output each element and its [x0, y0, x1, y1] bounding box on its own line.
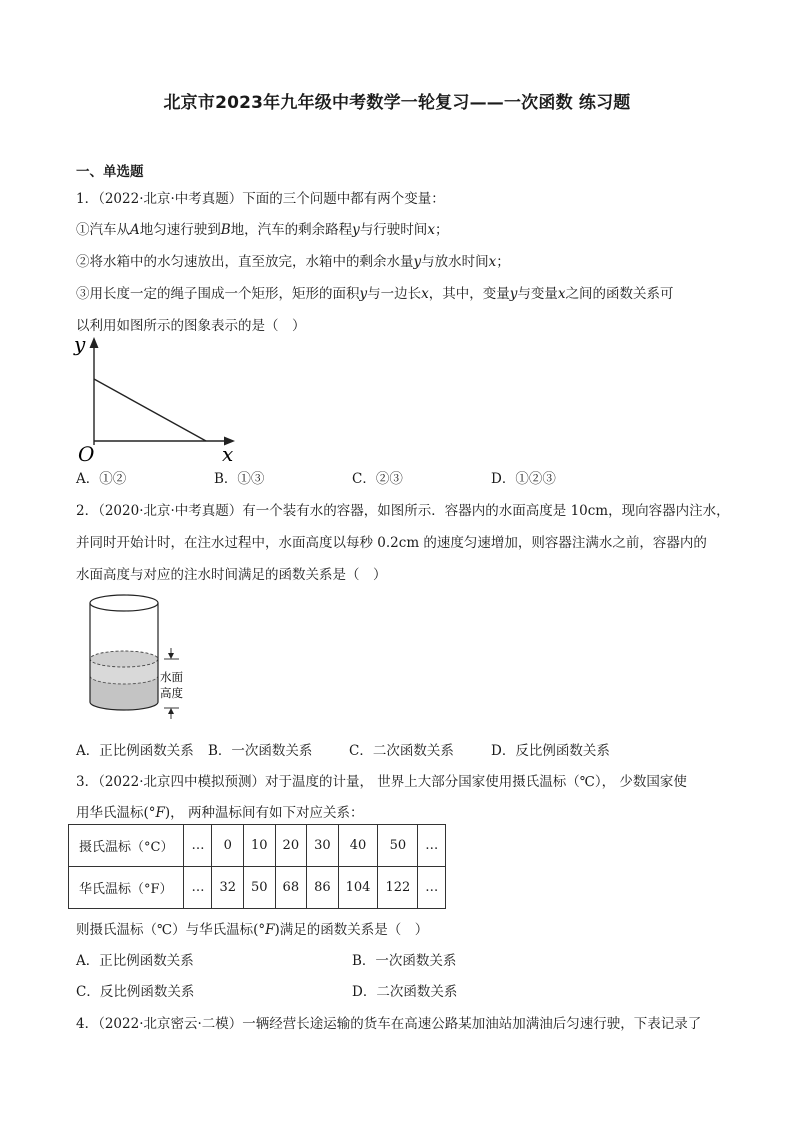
q2-figure-label-height: 高度	[160, 686, 183, 700]
q2-option-d: D．反比例函数关系	[491, 743, 610, 759]
q1-item1-var-A: A	[130, 222, 140, 238]
table-cell: …	[418, 867, 446, 909]
q1-item2-text-b: 与放水时间	[421, 254, 489, 270]
q1-item3-text-a: ③用长度一定的绳子围成一个矩形，矩形的面积	[76, 286, 360, 302]
q1-item1-text-d: 与行驶时间	[359, 222, 428, 238]
q1-item1-text-a: ①汽车从	[76, 222, 130, 238]
q1-item3-var-y2: y	[509, 286, 518, 302]
table-cell: 50	[378, 825, 418, 867]
q1-graph-line	[94, 379, 206, 441]
q3-line-2	[76, 801, 363, 821]
q2-measure-up-arrow-icon	[168, 708, 174, 714]
q1-item3-var-x: x	[421, 286, 429, 302]
q1-item-1	[76, 218, 448, 238]
q3-line-1: 3．（2022·北京四中模拟预测）对于温度的计量， 世界上大部分国家使用摄氏温标（℃）， 少数国家使	[76, 774, 687, 790]
q1-item1-text-b: 地匀速行驶到	[139, 222, 221, 238]
q3-option-a: A．正比例函数关系	[76, 953, 194, 969]
q1-item2-text-a: ②将水箱中的水匀速放出，直至放完，水箱中的剩余水量	[76, 254, 414, 270]
q1-item3-text-d: 与变量	[517, 286, 558, 302]
table-cell: 30	[307, 825, 339, 867]
table-cell: 104	[338, 867, 378, 909]
q2-option-c: C．二次函数关系	[349, 743, 454, 759]
q3-option-b: B．一次函数关系	[352, 953, 457, 969]
q1-item3-var-x2: x	[557, 286, 566, 302]
q3-temperature-table	[68, 824, 446, 909]
table-cell: 40	[338, 825, 378, 867]
section-heading: 一、单选题	[76, 164, 144, 180]
q1-item-2	[76, 250, 510, 270]
q1-option-c: C．②③	[352, 471, 403, 487]
q2-container-top-rim	[90, 595, 158, 611]
q3-line2-unit: °F	[148, 805, 165, 821]
q2-line-2: 并同时开始计时，在注水过程中，水面高度以每秒 0.2cm 的速度匀速增加，则容器注满水之前，容器内的	[76, 535, 707, 551]
table-cell: 0	[212, 825, 244, 867]
q1-item-3	[76, 282, 674, 302]
q3-line2-text-a: 用华氏温标(	[76, 805, 149, 821]
table-cell: …	[418, 825, 446, 867]
q2-line-3: 水面高度与对应的注水时间满足的函数关系是（ ）	[76, 567, 387, 583]
q3-line2-text-b: )， 两种温标间有如下对应关系：	[164, 805, 364, 821]
q1-option-b: B．①③	[214, 471, 265, 487]
q1-graph-y-arrow-icon	[90, 337, 99, 348]
q3-line3-text-a: 则摄氏温标（℃）与华氏温标(	[76, 922, 259, 938]
table-cell: 10	[244, 825, 276, 867]
q1-item2-var-x: x	[488, 254, 497, 270]
q1-item1-var-x: x	[427, 222, 435, 238]
table-row-head-celsius: 摄氏温标（°C）	[69, 825, 184, 867]
q4-line-1: 4．（2022·北京密云·二模）一辆经营长途运输的货车在高速公路某加油站加满油后匀速行驶，下表记录了	[76, 1016, 702, 1032]
table-row	[69, 825, 446, 867]
q2-figure-label-water: 水面	[160, 670, 183, 684]
q3-line-3	[76, 918, 428, 938]
q1-graph	[70, 333, 250, 465]
q1-graph-x-label: x	[222, 442, 234, 466]
q1-item3-text-c: ，其中，变量	[428, 286, 510, 302]
q3-option-c: C．反比例函数关系	[76, 984, 195, 1000]
q1-item1-var-y: y	[352, 222, 360, 238]
q1-line-4: 以利用如图所示的图象表示的是（ ）	[76, 318, 306, 334]
table-cell: 20	[275, 825, 307, 867]
q1-item3-var-y: y	[359, 286, 368, 302]
q1-item1-text-e: ；	[434, 222, 449, 238]
table-cell: 86	[307, 867, 339, 909]
q2-water-surface	[90, 651, 158, 667]
q1-option-a: A．①②	[76, 471, 127, 487]
q1-item2-var-y: y	[413, 254, 422, 270]
table-cell: 68	[275, 867, 307, 909]
table-cell: 122	[378, 867, 418, 909]
table-cell: …	[184, 825, 212, 867]
q1-item2-text-c: ；	[496, 254, 510, 270]
table-cell: …	[184, 867, 212, 909]
page-title: 北京市2023年九年级中考数学一轮复习——一次函数 练习题	[163, 93, 631, 113]
q1-item1-text-c: 地，汽车的剩余路程	[230, 222, 353, 238]
q1-graph-origin-label: O	[78, 442, 95, 466]
q2-measure-down-arrow-icon	[168, 653, 174, 659]
q3-line3-text-b: )满足的函数关系是（ ）	[274, 922, 429, 938]
q2-option-a: A．正比例函数关系	[76, 743, 194, 759]
table-row-head-fahrenheit: 华氏温标（°F）	[69, 867, 184, 909]
q1-item3-text-e: 之间的函数关系可	[565, 286, 674, 302]
q1-option-d: D．①②③	[491, 471, 556, 487]
q3-line3-unit: °F	[258, 922, 275, 938]
q2-line-1: 2．（2020·北京·中考真题）有一个装有水的容器，如图所示．容器内的水面高度是 10cm，现向容器内注水，	[76, 503, 730, 519]
q1-item3-text-b: 与一边长	[367, 286, 422, 302]
table-row	[69, 867, 446, 909]
q1-item1-var-B: B	[220, 222, 231, 238]
q1-graph-y-label: y	[74, 332, 86, 356]
table-cell: 32	[212, 867, 244, 909]
table-cell: 50	[244, 867, 276, 909]
q1-stem: 1．（2022·北京·中考真题）下面的三个问题中都有两个变量：	[76, 191, 445, 207]
q2-container-figure	[80, 590, 200, 725]
q3-option-d: D．二次函数关系	[352, 984, 458, 1000]
q2-option-b: B．一次函数关系	[208, 743, 313, 759]
